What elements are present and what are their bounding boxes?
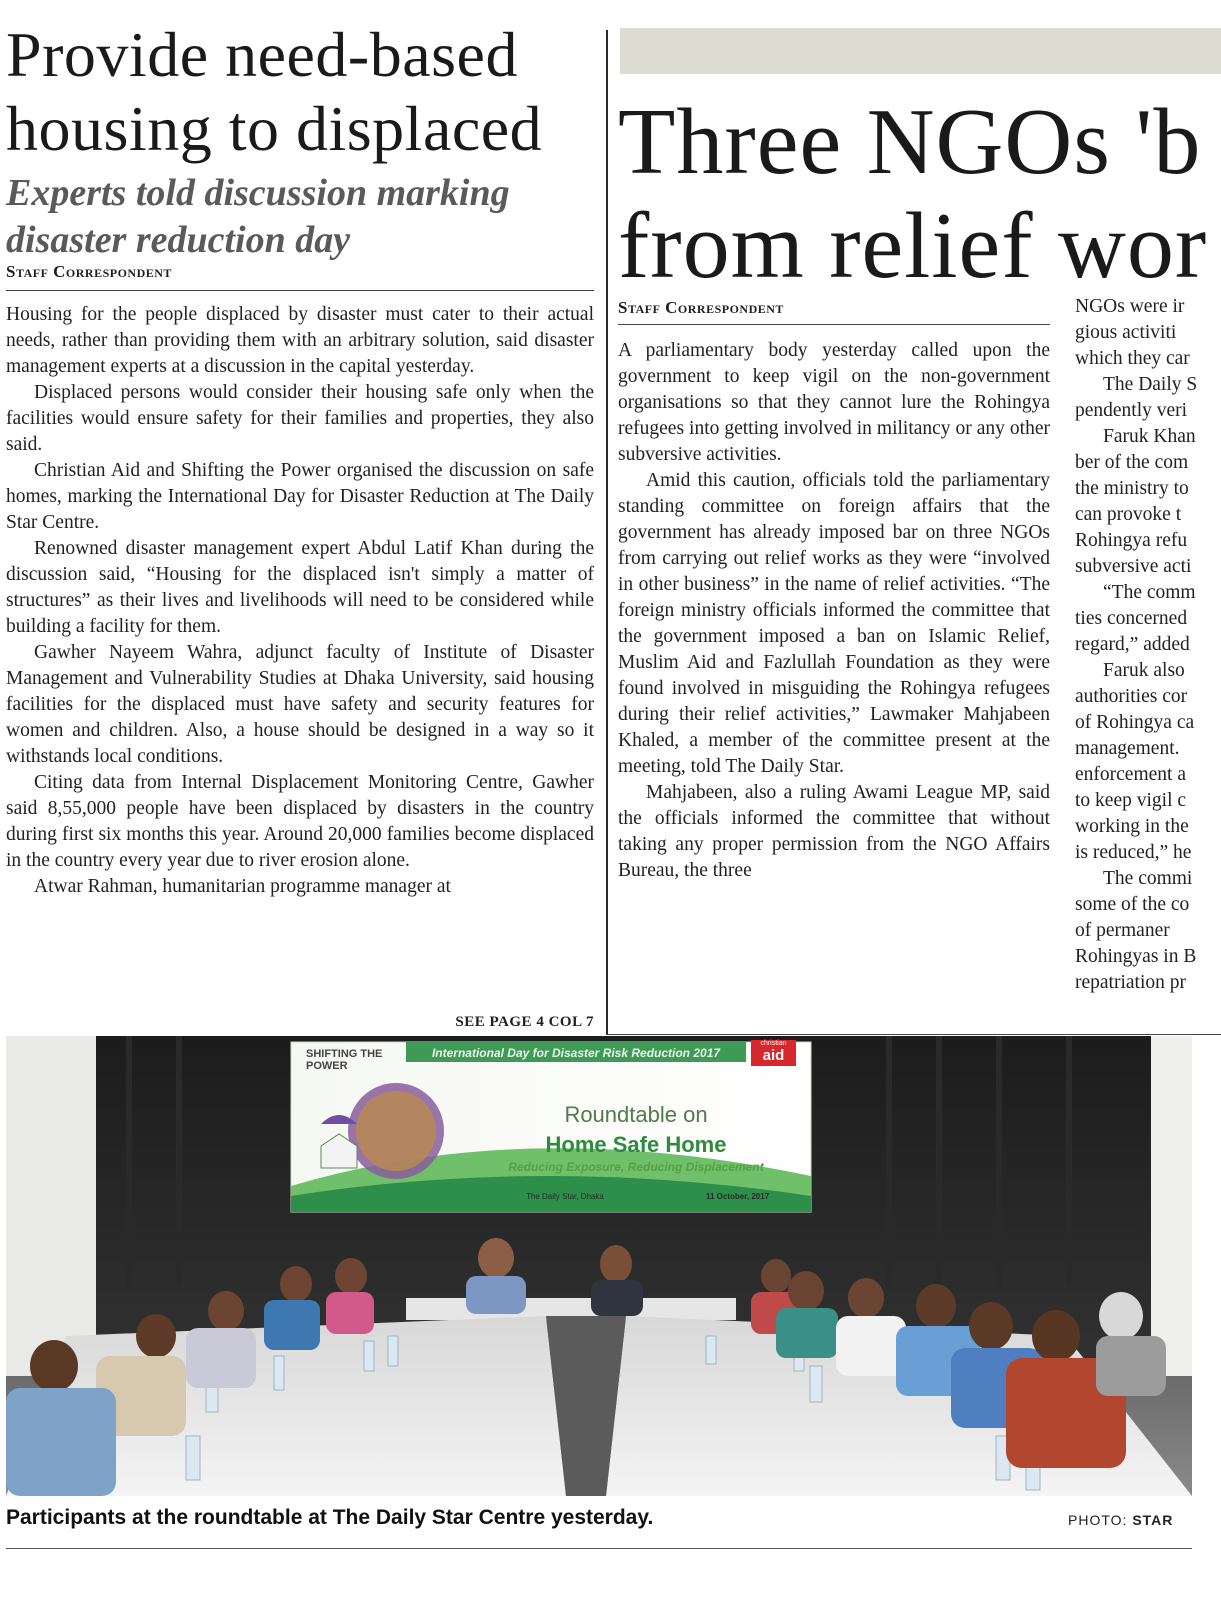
- left-headline-line2: housing to displaced: [6, 93, 543, 164]
- left-paragraph-3: Christian Aid and Shifting the Power organised the discussion on safe homes, marking the International Day for Disaster Reduction at The Daily Star Centre.: [6, 460, 594, 533]
- right-col2-line: NGOs were ir: [1075, 296, 1185, 317]
- right-col2-line: regard,” added: [1075, 634, 1190, 655]
- roundtable-photo: [6, 1036, 1192, 1496]
- right-col2-body: [1075, 294, 1221, 1019]
- right-col2-line: to keep vigil c: [1075, 790, 1187, 811]
- right-article-bottom-rule: [606, 1034, 1221, 1035]
- right-paragraph-1: A parliamentary body yesterday called upon the government to keep vigil on the non-government organisations so that they cannot lure the Rohingya refugees into getting involved in militancy or any other subversive activities.: [618, 340, 1050, 465]
- banner-date: 11 October, 2017: [706, 1192, 770, 1201]
- right-col2-line: is reduced,” he: [1075, 842, 1192, 863]
- right-col2-line: Faruk Khan: [1103, 426, 1196, 447]
- right-headline-line1: Three NGOs 'b: [618, 90, 1202, 194]
- banner-logo-left: SHIFTING THE POWER: [306, 1048, 383, 1072]
- left-deck: [6, 170, 596, 264]
- left-deck-line1: Experts told discussion marking: [6, 172, 510, 214]
- right-headline: [618, 90, 1221, 290]
- left-paragraph-2: Displaced persons would consider their housing safe only when the facilities would ensure safety for their families and properties, they also said.: [6, 382, 594, 455]
- continued-jump: SEE PAGE 4 COL 7: [455, 1014, 594, 1030]
- right-col2-line: authorities cor: [1075, 686, 1188, 707]
- photo-credit-label: PHOTO:: [1068, 1512, 1128, 1528]
- right-col2-line: some of the co: [1075, 894, 1190, 915]
- right-col2-line: Faruk also: [1103, 660, 1185, 681]
- bottom-rule: [6, 1548, 1192, 1549]
- left-paragraph-1: Housing for the people displaced by disaster must cater to their actual needs, rather than providing them with an arbitrary solution, said disaster management experts at a discussion in the capital yesterday.: [6, 304, 594, 377]
- right-col2-line: The Daily S: [1103, 374, 1198, 395]
- left-body: [6, 302, 594, 900]
- right-col2-line: Rohingyas in B: [1075, 946, 1197, 967]
- right-col2-line: working in the: [1075, 816, 1189, 837]
- christian-aid-logo-text: aid: [762, 1047, 785, 1064]
- right-byline-rule: [618, 324, 1050, 325]
- left-headline-line1: Provide need-based: [6, 19, 518, 90]
- photo-credit-source: STAR: [1132, 1512, 1174, 1528]
- right-col2-line: enforcement a: [1075, 764, 1186, 785]
- right-col2-line: of permaner: [1075, 920, 1170, 941]
- right-paragraph-2: Amid this caution, officials told the parliamentary standing committee on foreign affairs that the government has already imposed bar on three NGOs from carrying out relief works as they were “involved in other business” in the name of relief activities. “The foreign ministry officials informed the committee that the government imposed a ban on Islamic Relief, Muslim Aid and Fazlullah Foundation as they were found involved in misguiding the Rohingya refugees during their relief activities,” Lawmaker Mahjabeen Khaled, a member of the committee present at the meeting, told The Daily Star.: [618, 470, 1050, 777]
- right-col2-line: the ministry to: [1075, 478, 1189, 499]
- right-col2-line: gious activiti: [1075, 322, 1177, 343]
- left-deck-line2: disaster reduction day: [6, 219, 351, 261]
- right-col2-line: subversive acti: [1075, 556, 1192, 577]
- left-paragraph-4: Renowned disaster management expert Abdul Latif Khan during the discussion said, “Housing for the displaced isn't simply a matter of structures” as their lives and livelihoods will need to be considered while building a facility for them.: [6, 538, 594, 637]
- banner-title-1: Roundtable on: [564, 1102, 708, 1127]
- right-col2-line: Rohingya refu: [1075, 530, 1188, 551]
- banner-top-text: International Day for Disaster Risk Reduction 2017: [431, 1046, 721, 1060]
- right-byline: Staff Correspondent: [618, 298, 784, 317]
- christian-aid-logo: [751, 1040, 796, 1066]
- photo-credit: [1068, 1512, 1173, 1528]
- banner-subtitle: Reducing Exposure, Reducing Displacement: [508, 1160, 764, 1174]
- right-col2-line: which they car: [1075, 348, 1190, 369]
- left-headline: [6, 18, 596, 166]
- right-col2-line: ber of the com: [1075, 452, 1189, 473]
- right-col1-body: [618, 338, 1050, 884]
- right-col2-line: repatriation pr: [1075, 972, 1186, 993]
- photo-caption: Participants at the roundtable at The Daily Star Centre yesterday.: [6, 1506, 654, 1529]
- right-col2-line: can provoke t: [1075, 504, 1182, 525]
- left-byline-rule: [6, 290, 594, 291]
- right-col2-line: pendently veri: [1075, 400, 1188, 421]
- right-paragraph-3: Mahjabeen, also a ruling Awami League MP, said the officials informed the committee that without taking any proper permission from the NGO Affairs Bureau, the three: [618, 782, 1050, 881]
- christian-aid-logo-small: christian: [760, 1040, 787, 1047]
- right-col2-line: management.: [1075, 738, 1180, 759]
- right-col2-line: ties concerned: [1075, 608, 1188, 629]
- left-paragraph-7: Atwar Rahman, humanitarian programme manager at: [34, 876, 451, 897]
- right-col2-line: of Rohingya ca: [1075, 712, 1195, 733]
- left-article: [6, 18, 596, 264]
- right-col2-line: The commi: [1103, 868, 1193, 889]
- right-col2-line: “The comm: [1103, 582, 1196, 603]
- right-col2-lines: [1075, 294, 1221, 996]
- banner-venue: The Daily Star, Dhaka: [526, 1192, 604, 1201]
- column-divider: [606, 30, 608, 1035]
- left-byline: Staff Correspondent: [6, 262, 172, 281]
- kicker-bar: [620, 28, 1221, 74]
- right-headline-line2: from relief wor: [618, 194, 1208, 290]
- left-paragraph-6: Citing data from Internal Displacement Monitoring Centre, Gawher said 8,55,000 people have been displaced by disasters in the country during first six months this year. Around 20,000 families become displaced in the country every year due to river erosion alone.: [6, 772, 594, 871]
- banner-title-2: Home Safe Home: [545, 1132, 727, 1157]
- left-paragraph-5: Gawher Nayeem Wahra, adjunct faculty of Institute of Disaster Management and Vulnerability Studies at Dhaka University, said housing facilities for the displaced must have safety and security features for women and children. Also, a house should be designed in a way so it withstands local conditions.: [6, 642, 594, 767]
